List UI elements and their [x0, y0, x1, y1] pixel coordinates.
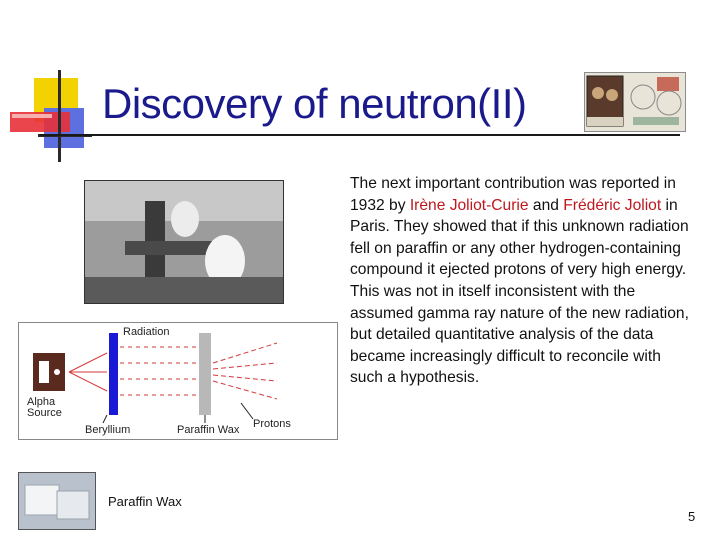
- proton-ray-3: [213, 375, 277, 381]
- page-number: 5: [688, 509, 696, 524]
- proton-ray-4: [213, 381, 277, 399]
- slide-title: Discovery of neutron(II): [102, 80, 527, 127]
- alpha-ray-1: [69, 353, 107, 372]
- alpha-ray-3: [69, 372, 107, 391]
- beryllium-plate: [109, 333, 118, 415]
- logo-vertical-line: [58, 70, 61, 162]
- beryllium-pointer: [103, 415, 107, 423]
- stamp-graphic: [585, 73, 685, 131]
- stamp-label: [633, 117, 679, 125]
- lab-photo-graphic: [85, 181, 283, 303]
- laboratory-photo: [84, 180, 284, 304]
- alpha-label-line1: Alpha: [27, 396, 56, 408]
- alpha-rays: [69, 353, 107, 391]
- neutron-rays: [120, 347, 197, 395]
- paraffin-wax-photo: [18, 472, 96, 530]
- paraffin-photo-graphic: [19, 473, 95, 529]
- stamp-face-2: [606, 89, 618, 101]
- logo-graphic: [0, 60, 100, 170]
- proton-rays: [213, 343, 277, 399]
- paraffin-block-2: [57, 491, 89, 519]
- protons-pointer: [241, 403, 253, 419]
- paraffin-wax-block: [199, 333, 211, 415]
- body-paragraph: [350, 173, 690, 389]
- logo-red-highlight: [12, 114, 52, 118]
- stamp-small: [657, 77, 679, 91]
- alpha-source-dot: [54, 369, 60, 375]
- name-frederic-joliot: Frédéric Joliot: [563, 196, 662, 214]
- postmark-2: [657, 91, 681, 115]
- paraffin-wax-caption: Paraffin Wax: [108, 494, 182, 509]
- decorative-logo: [0, 60, 100, 170]
- proton-ray-1: [213, 343, 277, 363]
- joliot-curie-stamp-image: [584, 72, 686, 132]
- stamp-face-1: [592, 87, 604, 99]
- body-text-segment: in Paris. They showed that if this unknown radiation fell on paraffin or any other hydrogen-containing compound it ejected protons of very high energy. This was not in itself inconsistent with the assumed gamma ray nature of the new radiation, but detailed quantitative analysis of the data became increasingly difficult to reconcile with such a hypothesis.: [350, 196, 689, 387]
- proton-ray-2: [213, 363, 277, 369]
- paraffin-label: Paraffin Wax: [177, 424, 240, 436]
- paraffin-block-1: [25, 485, 59, 515]
- body-text-segment: The next important contribution was reported in 1932 by: [350, 175, 676, 214]
- body-text-segment: and: [528, 196, 564, 214]
- experiment-diagram-graphic: [19, 323, 337, 439]
- photo-floor: [85, 277, 283, 303]
- protons-label: Protons: [253, 418, 291, 430]
- stamp-caption-band: [587, 117, 623, 126]
- name-irene-joliot-curie: Irène Joliot-Curie: [409, 196, 529, 214]
- photo-person-1: [171, 201, 199, 237]
- beryllium-label: Beryllium: [85, 424, 131, 436]
- experiment-diagram: [18, 322, 338, 440]
- alpha-label-line2: Source: [27, 407, 62, 419]
- radiation-label: Radiation: [123, 326, 170, 338]
- postmark-1: [631, 85, 655, 109]
- title-divider: [40, 134, 680, 136]
